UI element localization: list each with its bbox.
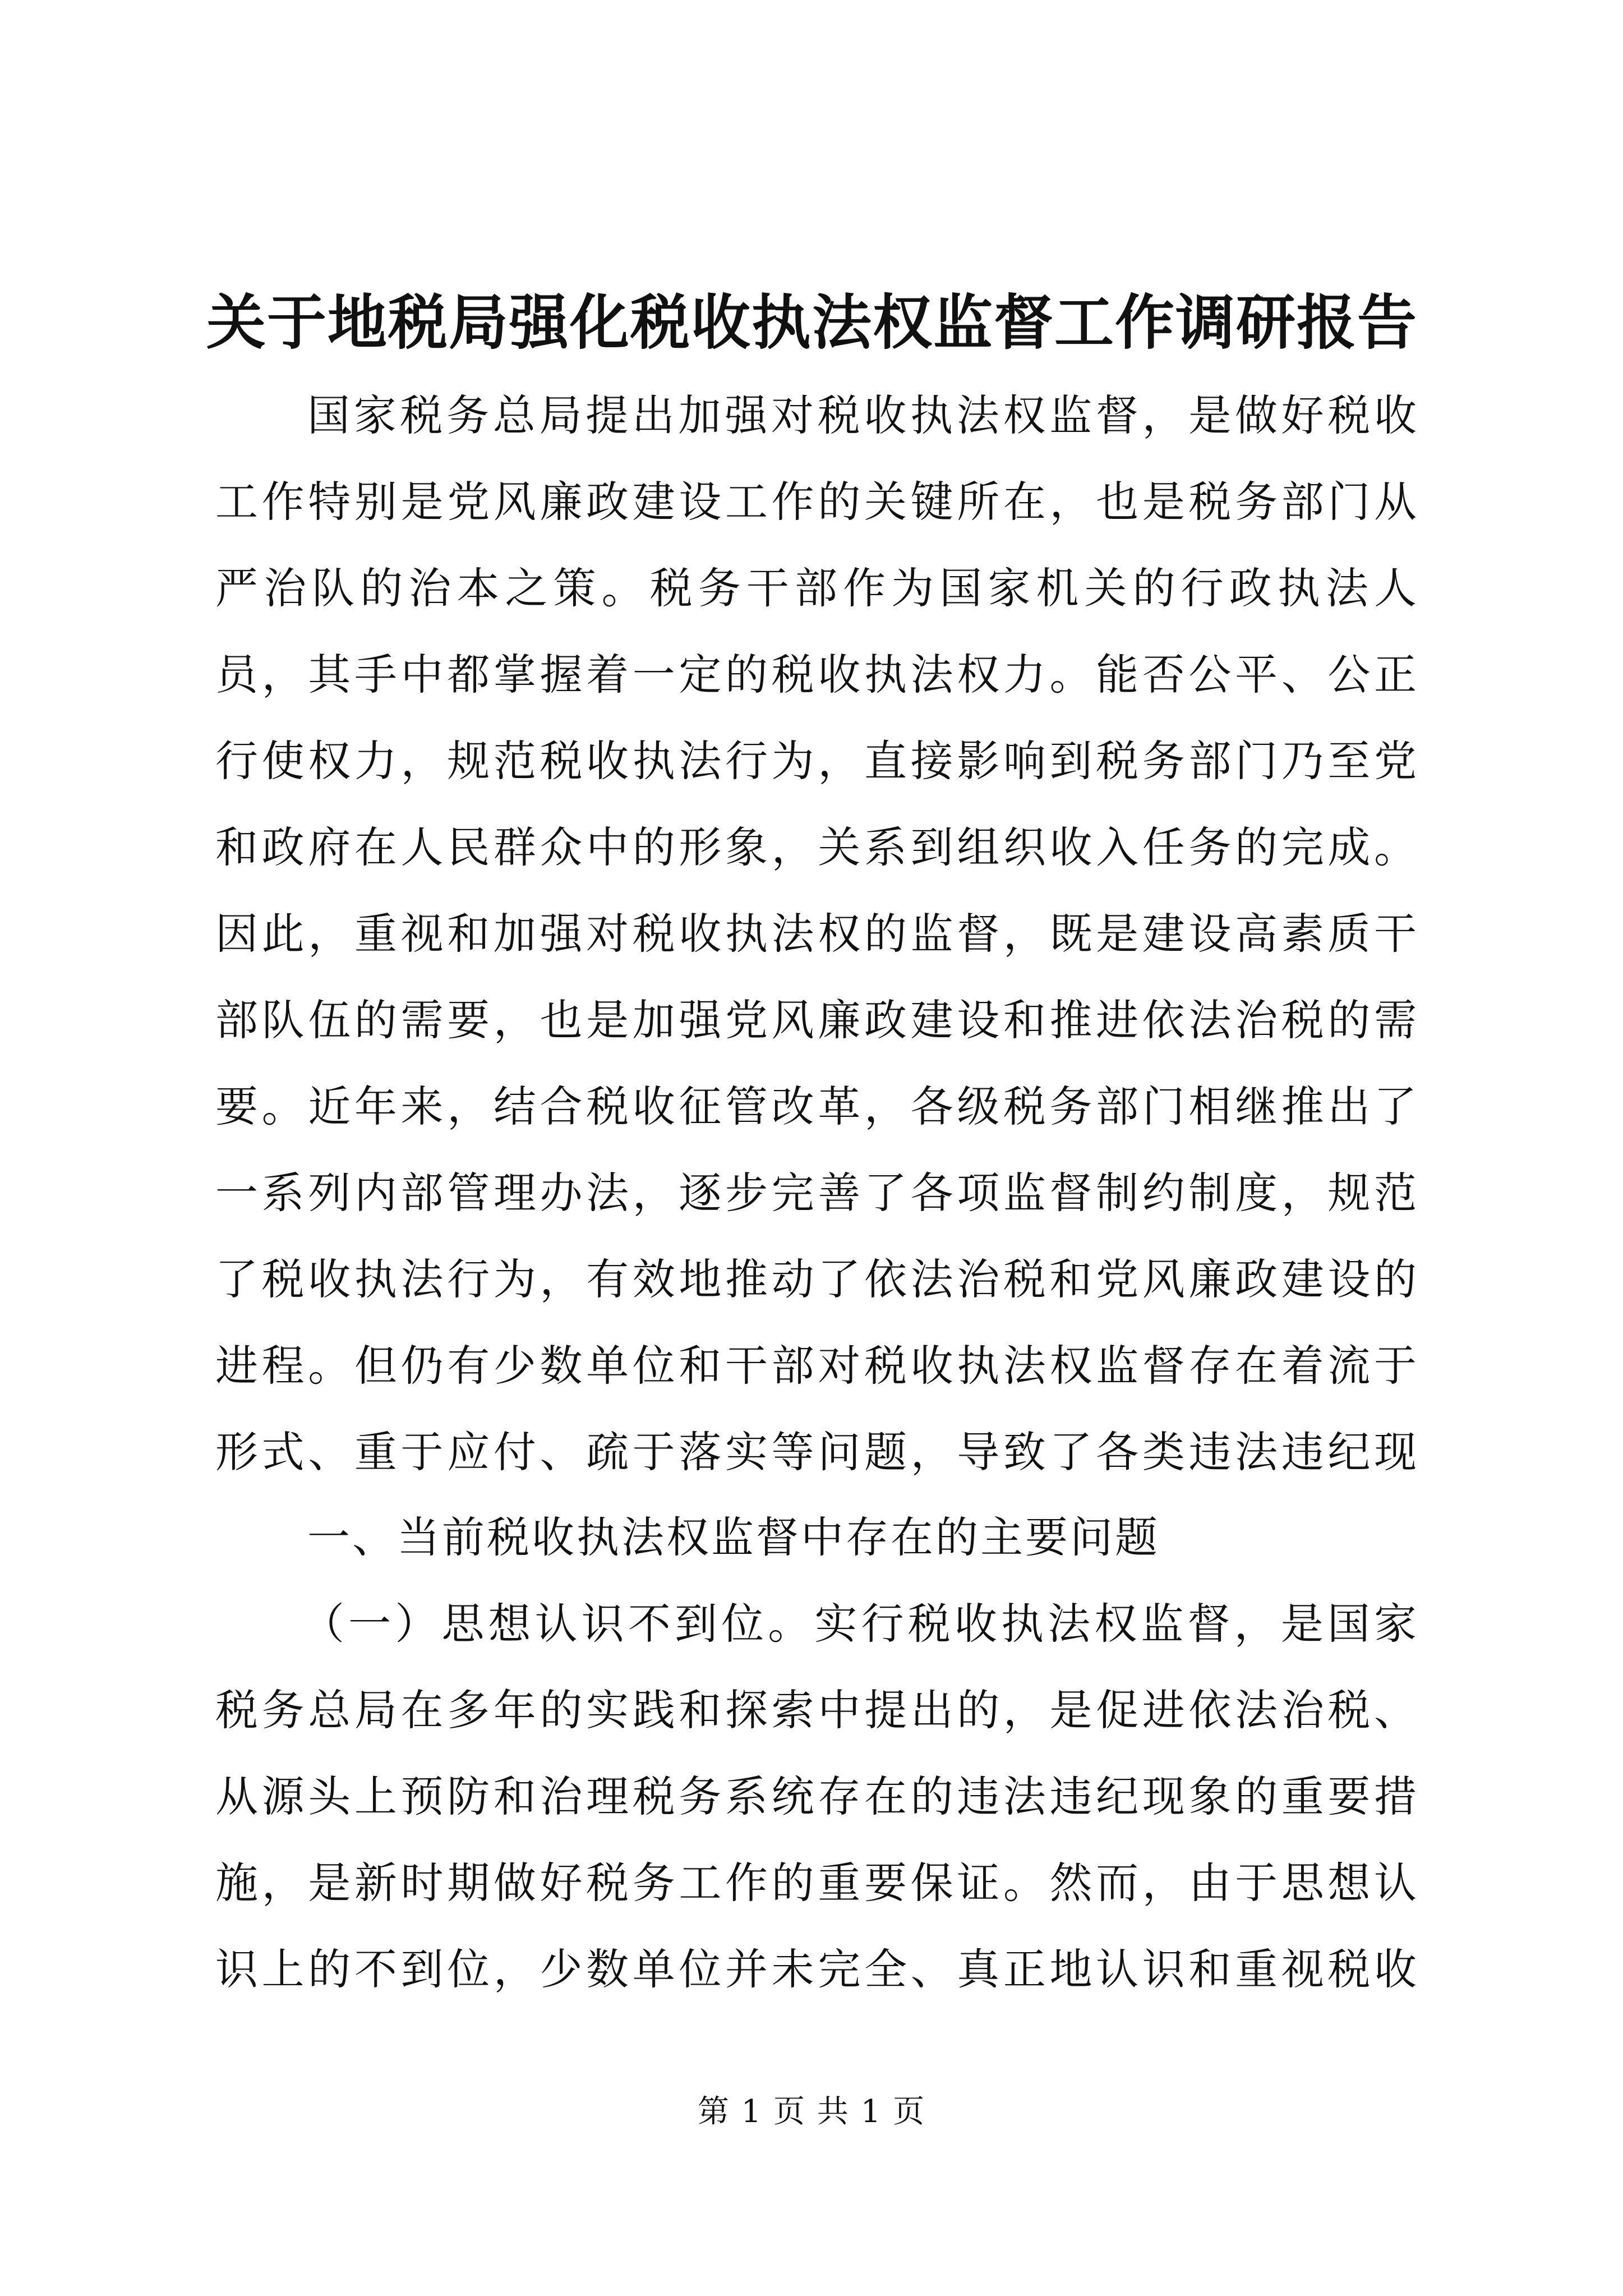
section-heading: 一、当前税收执法权监督中存在的主要问题	[307, 1512, 1160, 1562]
section-paragraph: （一）思想认识不到位。实行税收执法权监督，是国家税务总局在多年的实践和探索中提出的，是促进依法治税、从源头上预防和治理税务系统存在的违法违纪现象的重要措施，是新时期做好税务工作的重要保证。然而，由于思想认识上的不到位，少数单位并未完全、真正地认识和重视税收	[215, 1599, 1419, 1994]
intro-paragraph: 国家税务总局提出加强对税收执法权监督，是做好税收工作特别是党风廉政建设工作的关键所在，也是税务部门从严治队的治本之策。税务干部作为国家机关的行政执法人员，其手中都掌握着一定的税收执法权力。能否公平、公正行使权力，规范税收执法行为，直接影响到税务部门乃至党和政府在人民群众中的形象，关系到组织收入任务的完成。因此，重视和加强对税收执法权的监督，既是建设高素质干部队伍的需要，也是加强党风廉政建设和推进依法治税的需要。近年来，结合税收征管改革，各级税务部门相继推出了一系列内部管理办法，逐步完善了各项监督制约制度，规范了税收执法行为，有效地推动了依法治税和党风廉政建设的进程。但仍有少数单位和干部对税收执法权监督存在着流于形式、重于应付、疏于落实等问题，导致了各类违法违纪现	[215, 390, 1419, 1477]
document-title: 关于地税局强化税收执法权监督工作调研报告	[206, 287, 1418, 357]
page-footer: 第 1 页 共 1 页	[697, 2093, 926, 2130]
